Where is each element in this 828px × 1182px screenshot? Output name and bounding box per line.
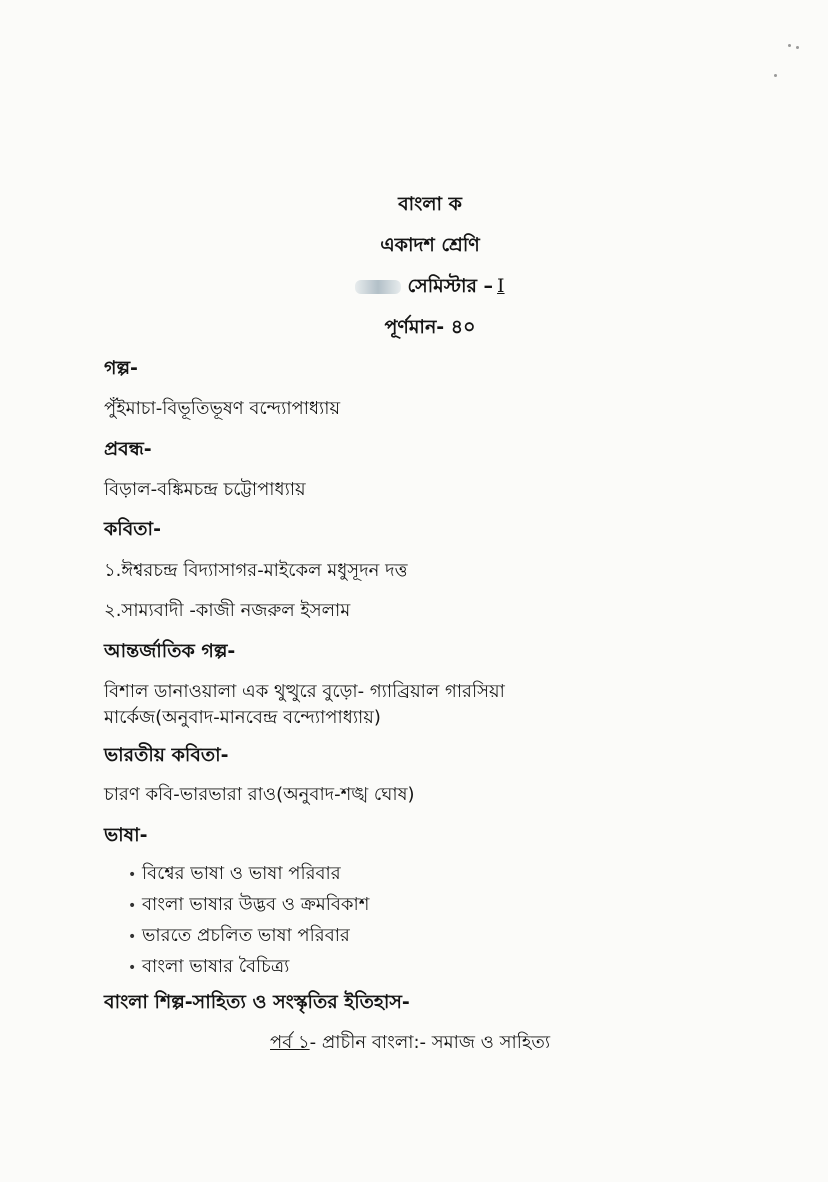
bullet-icon: • bbox=[128, 898, 137, 914]
scan-speck bbox=[796, 46, 799, 49]
scan-speck bbox=[788, 44, 791, 47]
full-marks: পূর্ণমান- ৪০ bbox=[384, 316, 476, 338]
international-story-line: বিশাল ডানাওয়ালা এক থুত্থুরে বুড়ো- গ্যাব্রিয়াল গারসিয়া bbox=[104, 681, 505, 702]
semester-label: সেমিস্টার – bbox=[407, 275, 494, 297]
list-item: • বাংলা ভাষার বৈচিত্র্য bbox=[128, 951, 369, 982]
section-heading-indian-poem: ভারতীয় কবিতা- bbox=[104, 744, 229, 766]
indian-poem-item: চারণ কবি-ভারভারা রাও(অনুবাদ-শঙ্খ ঘোষ) bbox=[104, 784, 415, 805]
section-heading-poem: কবিতা- bbox=[104, 518, 161, 540]
history-part bbox=[270, 1030, 550, 1055]
section-heading-history: বাংলা শিল্প-সাহিত্য ও সংস্কৃতির ইতিহাস- bbox=[104, 991, 410, 1013]
section-heading-essay: প্রবন্ধ- bbox=[104, 438, 152, 460]
bullet-icon: • bbox=[128, 867, 137, 883]
section-heading-international-story: আন্তর্জাতিক গল্প- bbox=[104, 640, 236, 662]
bullet-icon: • bbox=[128, 929, 137, 945]
language-topic-list bbox=[128, 858, 369, 982]
part-label: পর্ব ১ bbox=[270, 1032, 310, 1053]
story-item: পুঁইমাচা-বিভূতিভূষণ বন্দ্যোপাধ্যায় bbox=[104, 398, 341, 419]
poem-item: ২.সাম্যবাদী -কাজী নজরুল ইসলাম bbox=[104, 600, 351, 621]
list-item: • ভারতে প্রচলিত ভাষা পরিবার bbox=[128, 920, 369, 951]
list-item: • বিশ্বের ভাষা ও ভাষা পরিবার bbox=[128, 858, 369, 889]
essay-item: বিড়াল-বঙ্কিমচন্দ্র চট্টোপাধ্যায় bbox=[104, 479, 306, 500]
section-heading-language: ভাষা- bbox=[104, 824, 148, 846]
subject-title: বাংলা ক bbox=[398, 193, 462, 215]
poem-item: ১.ঈশ্বরচন্দ্র বিদ্যাসাগর-মাইকেল মধুসূদন দত্ত bbox=[104, 560, 408, 581]
section-heading-story: গল্প- bbox=[104, 357, 138, 379]
semester-number: I bbox=[497, 275, 505, 297]
bullet-icon: • bbox=[128, 960, 137, 976]
international-story-line: মার্কেজ(অনুবাদ-মানবেন্দ্র বন্দ্যোপাধ্যায়) bbox=[104, 707, 381, 728]
part-text: - প্রাচীন বাংলা:- সমাজ ও সাহিত্য bbox=[309, 1032, 551, 1053]
ink-smudge bbox=[355, 280, 401, 294]
list-item: • বাংলা ভাষার উদ্ভব ও ক্রমবিকাশ bbox=[128, 889, 369, 920]
class-title: একাদশ শ্রেণি bbox=[380, 234, 480, 256]
scan-speck bbox=[774, 74, 777, 77]
semester-title bbox=[200, 274, 660, 298]
